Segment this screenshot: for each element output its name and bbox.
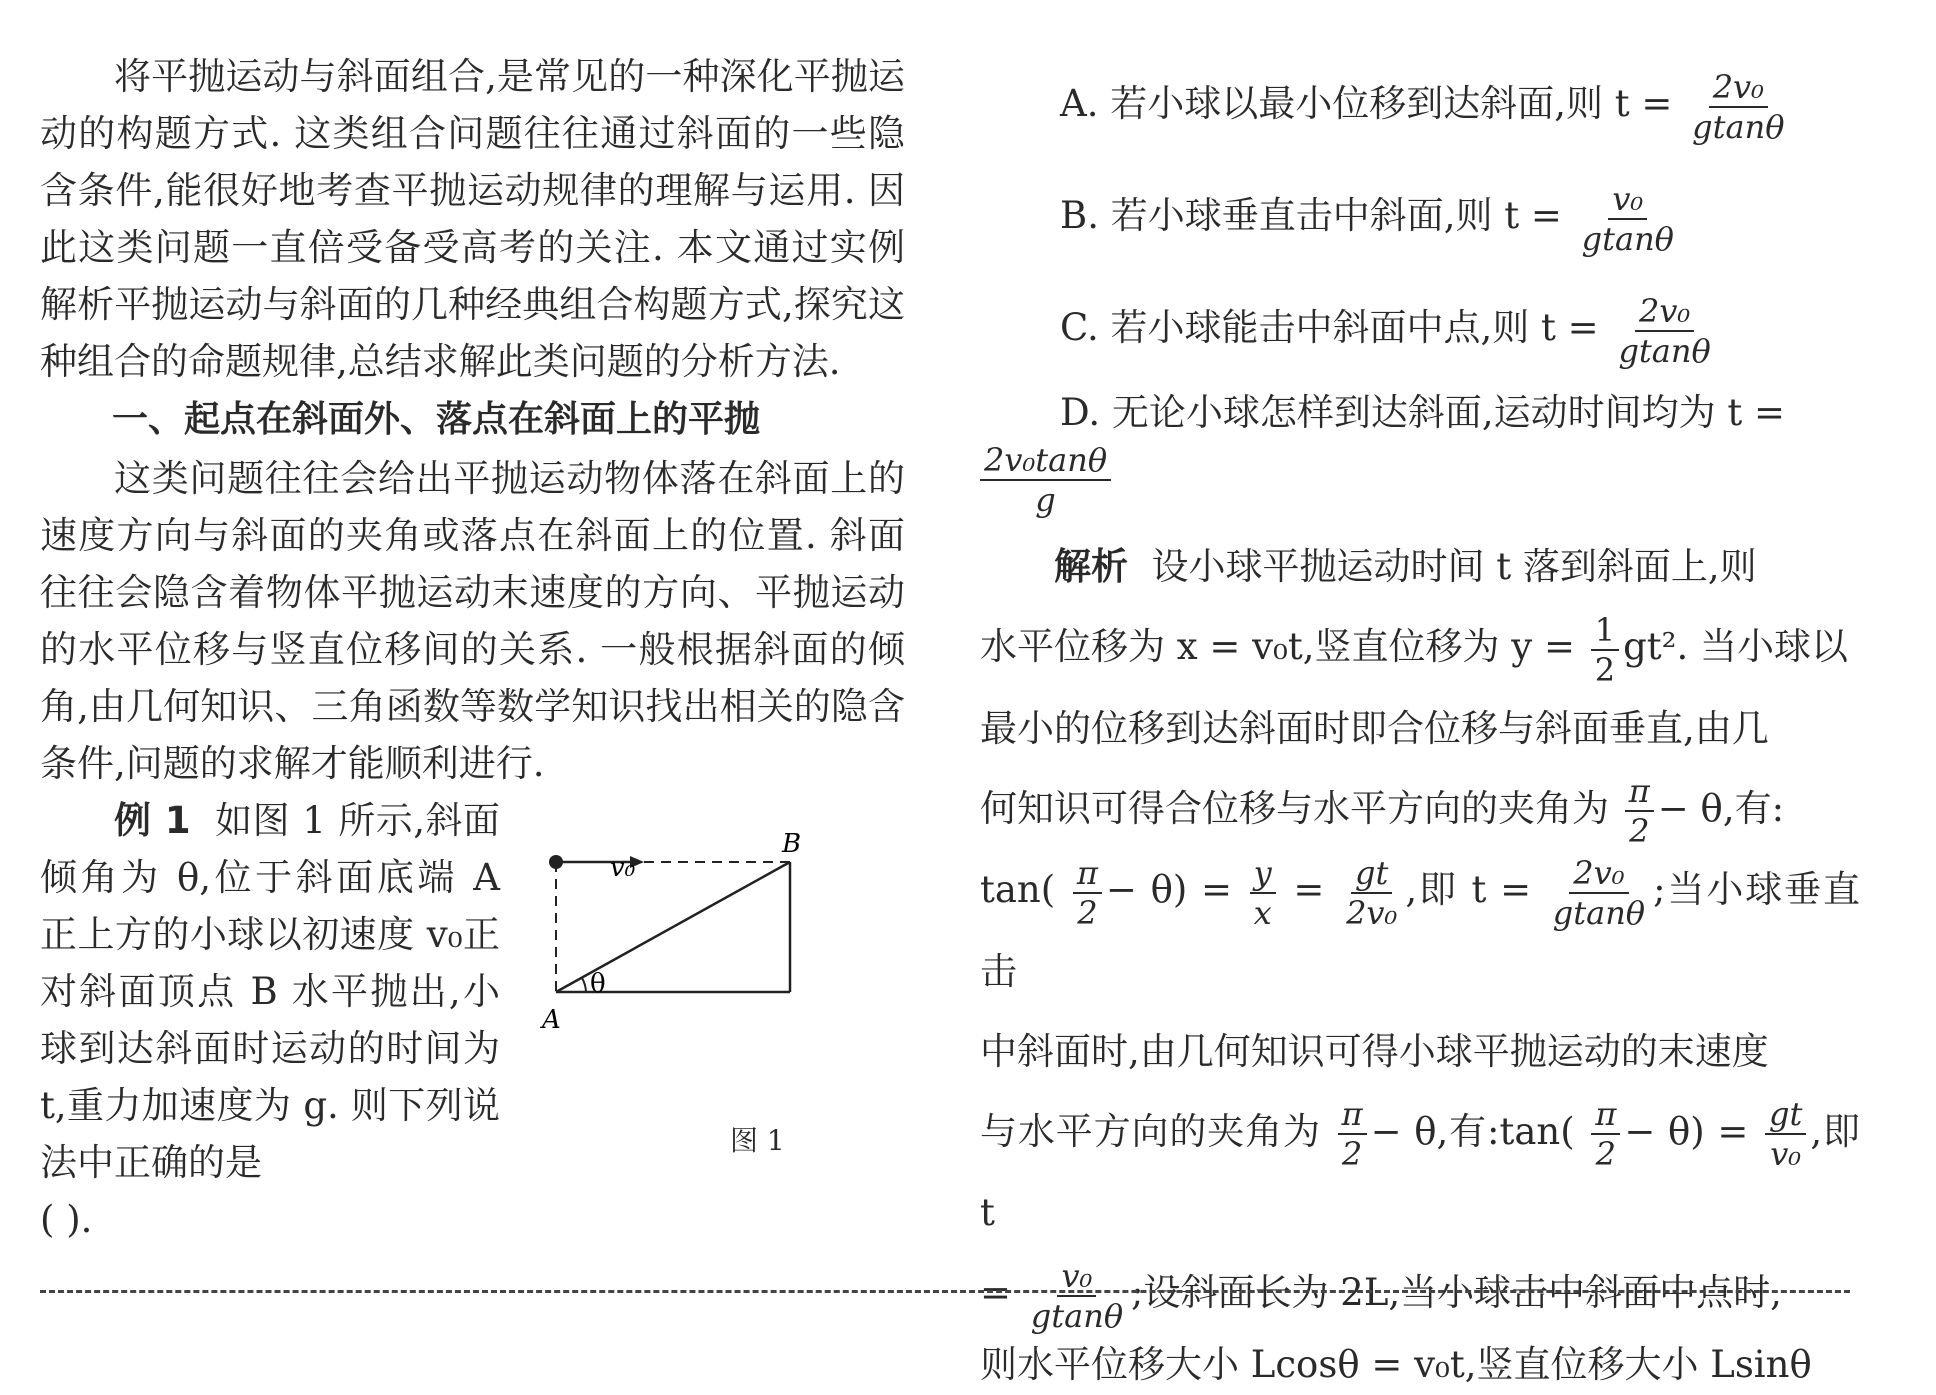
option-A (980, 48, 1860, 160)
pi-2: π (1073, 854, 1102, 894)
option-B (980, 160, 1860, 272)
angle-arc (582, 978, 586, 992)
right-column (980, 48, 1860, 1395)
t2-den: gtanθ (1030, 1296, 1124, 1335)
solution-l7c: − θ) = (1624, 1109, 1749, 1153)
solution-label: 解析 (1054, 545, 1128, 588)
pi-4: π (1591, 1095, 1620, 1135)
solution-line-9: 则水平位移大小 Lcosθ = v₀t,竖直位移大小 Lsinθ (980, 1342, 1812, 1386)
incline-diagram (540, 792, 920, 1102)
option-B-text: B. 若小球垂直击中斜面,则 t = (1060, 194, 1562, 237)
figure-1 (540, 792, 920, 1182)
t2-num: v₀ (1057, 1257, 1096, 1297)
pi-half-3 (1338, 1095, 1367, 1173)
option-D-text: D. 无论小球怎样到达斜面,运动时间均为 t = (1060, 391, 1786, 434)
solution-line-2 (980, 607, 1860, 689)
half-num: 1 (1591, 611, 1619, 651)
label-A: A (542, 1005, 561, 1035)
example-1-text (40, 792, 500, 1248)
example-label: 例 1 (114, 799, 191, 842)
solution-l7a: 与水平方向的夹角为 (980, 1109, 1321, 1153)
solution-l8b: ;设斜面长为 2L,当小球击中斜面中点时, (1131, 1271, 1782, 1314)
solution-line-4 (980, 769, 1860, 851)
solution-l2a: 水平位移为 x = v₀t,竖直位移为 y = (980, 625, 1575, 668)
option-D (980, 384, 1860, 441)
gt-num: gt (1351, 854, 1392, 894)
t-fraction-1 (1549, 854, 1649, 932)
option-B-fraction (1578, 180, 1678, 258)
t1-den: gtanθ (1552, 893, 1646, 932)
solution-line-1 (980, 527, 1860, 607)
solution-l4a: 何知识可得合位移与水平方向的夹角为 (980, 786, 1609, 830)
answer-paren: ( ). (40, 1198, 93, 1241)
pi-half-2 (1073, 854, 1102, 932)
label-B: B (782, 829, 802, 859)
two-v0-den: 2v₀ (1346, 893, 1398, 932)
option-A-num: 2v₀ (1709, 68, 1768, 108)
solution-line-6: 中斜面时,由几何知识可得小球平抛运动的末速度 (980, 1029, 1769, 1073)
section-1-heading: 一、起点在斜面外、落点在斜面上的平抛 (112, 399, 761, 440)
option-D-den: g (1035, 481, 1056, 519)
solution-line-7 (980, 1092, 1860, 1254)
y-over-x (1250, 854, 1276, 932)
option-C-num: 2v₀ (1635, 292, 1694, 332)
solution-l5c: ,即 t = (1405, 868, 1532, 911)
two-4: 2 (1595, 1135, 1617, 1173)
option-B-den: gtanθ (1581, 219, 1674, 258)
option-D-fraction (980, 441, 1111, 519)
t1-num: 2v₀ (1569, 854, 1628, 894)
section-1-paragraph: 这类问题往往会给出平抛运动物体落在斜面上的速度方向与斜面的夹角或落点在斜面上的位置. 斜面往往会隐含着物体平抛运动末速度的方向、平抛运动的水平位移与竖直位移间的关系. 一般根据斜面的倾角,由几何知识、三角函数等数学知识找出相关的隐含条件,问题的求解才能顺利进行. (40, 457, 905, 785)
two-1: 2 (1629, 812, 1650, 850)
y-num: y (1250, 854, 1276, 894)
half-fraction (1591, 611, 1619, 689)
solution-line-5 (980, 850, 1860, 1012)
example-1-block (40, 792, 905, 1248)
left-column (40, 48, 905, 1248)
gt2-num: gt (1765, 1095, 1806, 1135)
v0-den: v₀ (1770, 1135, 1802, 1173)
solution-l7b: − θ,有:tan( (1370, 1109, 1575, 1153)
solution-l5b: − θ) = (1105, 868, 1232, 911)
half-den: 2 (1594, 650, 1616, 689)
pi-half-1 (1625, 772, 1654, 850)
pi-1: π (1625, 772, 1654, 812)
option-C-text: C. 若小球能击中斜面中点,则 t = (1060, 306, 1599, 349)
option-C-fraction (1614, 292, 1714, 370)
option-B-num: v₀ (1608, 180, 1647, 220)
option-A-text: A. 若小球以最小位移到达斜面,则 t = (1060, 82, 1673, 125)
option-D-fraction-row (980, 441, 1860, 519)
solution-l5d: ;当小球垂直击 (980, 868, 1861, 993)
label-v0: v₀ (610, 853, 636, 883)
bottom-dashed-rule (40, 1290, 1850, 1293)
solution-l1: 设小球平抛运动时间 t 落到斜面上,则 (1151, 545, 1757, 588)
option-A-den: gtanθ (1692, 107, 1785, 146)
option-C-den: gtanθ (1618, 331, 1711, 370)
intro-paragraph: 将平抛运动与斜面组合,是常见的一种深化平抛运动的构题方式. 这类组合问题往往通过斜面的一些隐含条件,能很好地考查平抛运动规律的理解与运用. 因此这类问题一直倍受备受高考的关注. 本文通过实例解析平抛运动与斜面的几种经典组合构题方式,探究这种组合的命题规律,总结求解此类问题的分析方法. (40, 55, 905, 383)
gt-over-2v0 (1342, 854, 1401, 932)
solution-line-8 (980, 1253, 1860, 1335)
equals-sign: = (1293, 868, 1325, 911)
x-den: x (1253, 893, 1272, 932)
label-theta: θ (590, 969, 606, 999)
solution-l7d: ,即 t (980, 1109, 1860, 1234)
two-2: 2 (1077, 893, 1098, 932)
solution-l8a: = (980, 1271, 1012, 1314)
t-fraction-2 (1027, 1257, 1127, 1335)
solution-l5a: tan( (980, 868, 1056, 911)
solution-l4b: − θ,有: (1657, 786, 1785, 830)
solution-l2b: gt². 当小球以 (1623, 625, 1848, 668)
solution-line-3: 最小的位移到达斜面时即合位移与斜面垂直,由几 (980, 706, 1769, 750)
pi-3: π (1338, 1095, 1367, 1135)
option-C (980, 272, 1860, 384)
two-3: 2 (1341, 1135, 1363, 1173)
pi-half-4 (1591, 1095, 1620, 1173)
example-question: 如图 1 所示,斜面倾角为 θ,位于斜面底端 A 正上方的小球以初速度 v₀正对斜面顶点 B 水平抛出,小球到达斜面时运动的时间为 t,重力加速度为 g. 则下列说法中正确的是 (40, 799, 500, 1184)
option-A-fraction (1688, 68, 1788, 146)
option-D-num: 2v₀tanθ (980, 441, 1111, 481)
figure-caption: 图 1 (730, 1124, 785, 1157)
gt-over-v0 (1765, 1095, 1806, 1173)
